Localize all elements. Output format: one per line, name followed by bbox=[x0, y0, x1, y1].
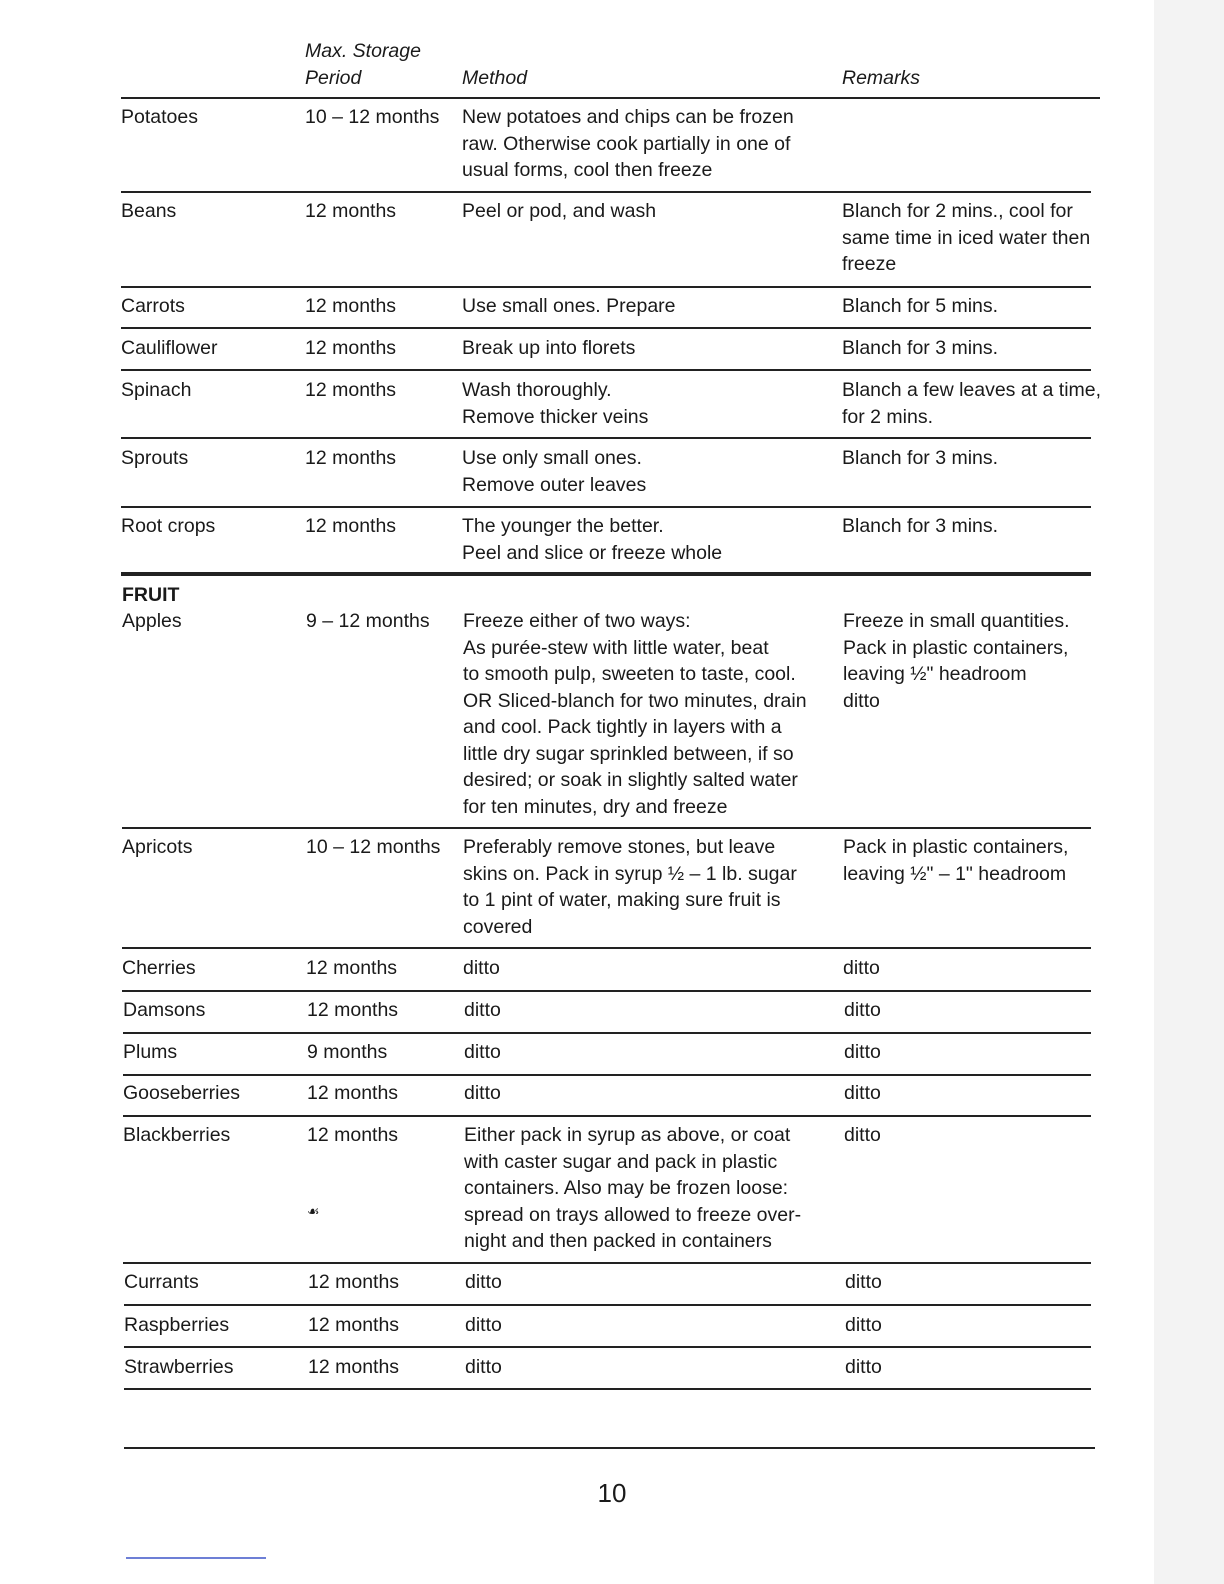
method-line: containers. Also may be frozen loose: bbox=[464, 1177, 789, 1199]
remarks-line: Blanch for 3 mins. bbox=[842, 337, 999, 359]
method-line: for ten minutes, dry and freeze bbox=[463, 795, 728, 818]
remarks-line: Pack in plastic containers, bbox=[843, 836, 1069, 858]
remarks-line: Freeze in small quantities. bbox=[843, 610, 1070, 632]
method-line: spread on trays allowed to freeze over- bbox=[464, 1203, 802, 1226]
method-text bbox=[462, 335, 635, 362]
header-remarks: Remarks bbox=[842, 66, 921, 89]
item-name: Strawberries bbox=[124, 1356, 234, 1378]
method-text bbox=[463, 608, 807, 820]
ink-mark: ☙ bbox=[307, 1203, 320, 1219]
method-line: ditto bbox=[464, 1082, 501, 1104]
bottom-rule bbox=[124, 1447, 1095, 1449]
method-text bbox=[462, 104, 794, 184]
storage-period: 12 months bbox=[305, 337, 397, 359]
item-name: Spinach bbox=[121, 379, 192, 401]
storage-period: 12 months bbox=[306, 957, 398, 979]
item-name: Cauliflower bbox=[121, 337, 218, 359]
storage-period: 12 months bbox=[305, 200, 397, 222]
method-line: covered bbox=[463, 915, 533, 938]
row-rule bbox=[121, 506, 1091, 508]
item-name: Beans bbox=[121, 200, 177, 222]
remarks-line: ditto bbox=[844, 999, 881, 1021]
row-rule bbox=[121, 286, 1091, 288]
item-name: Currants bbox=[124, 1271, 199, 1293]
method-line: to 1 pint of water, making sure fruit is bbox=[463, 889, 781, 911]
method-text bbox=[462, 198, 656, 225]
remarks-line: Blanch for 3 mins. bbox=[842, 515, 999, 537]
storage-period: 10 – 12 months bbox=[305, 106, 440, 128]
method-text bbox=[464, 1080, 501, 1107]
method-line: Use only small ones. bbox=[462, 447, 642, 469]
row-rule bbox=[123, 1115, 1091, 1117]
method-line: ditto bbox=[465, 1356, 502, 1378]
storage-period: 12 months bbox=[307, 1124, 399, 1146]
remarks-line: ditto bbox=[844, 1082, 881, 1104]
method-text bbox=[463, 834, 797, 940]
item-name: Apricots bbox=[122, 836, 193, 858]
remarks-text bbox=[843, 955, 880, 982]
storage-period: 12 months bbox=[305, 379, 397, 401]
method-text bbox=[462, 445, 646, 498]
item-name: Gooseberries bbox=[123, 1082, 241, 1104]
method-text bbox=[465, 1269, 502, 1296]
method-text bbox=[465, 1312, 502, 1339]
remarks-text bbox=[843, 608, 1070, 714]
item-name: Damsons bbox=[123, 999, 206, 1021]
item-name: Potatoes bbox=[121, 106, 198, 128]
item-name: Sprouts bbox=[121, 447, 189, 469]
item-name: Blackberries bbox=[123, 1124, 231, 1146]
storage-period: 10 – 12 months bbox=[306, 836, 441, 858]
method-line: Freeze either of two ways: bbox=[463, 610, 691, 632]
remarks-line: ditto bbox=[843, 689, 880, 712]
remarks-text bbox=[845, 1312, 882, 1339]
method-line: ditto bbox=[463, 957, 500, 979]
storage-period: 12 months bbox=[307, 1082, 399, 1104]
remarks-text bbox=[842, 198, 1090, 278]
remarks-line: leaving ½" – 1" headroom bbox=[843, 862, 1067, 885]
item-name: Raspberries bbox=[124, 1314, 230, 1336]
method-line: usual forms, cool then freeze bbox=[462, 159, 713, 181]
row-rule bbox=[122, 947, 1091, 949]
method-line: to smooth pulp, sweeten to taste, cool. bbox=[463, 663, 796, 685]
row-rule bbox=[121, 327, 1091, 329]
storage-period: 9 months bbox=[307, 1041, 388, 1063]
header-method: Method bbox=[462, 66, 528, 89]
method-line: Either pack in syrup as above, or coat bbox=[464, 1124, 791, 1146]
item-name: Apples bbox=[122, 610, 182, 632]
storage-period: 12 months bbox=[308, 1356, 400, 1378]
method-text bbox=[462, 377, 648, 430]
remarks-line: ditto bbox=[843, 957, 880, 979]
method-line: Preferably remove stones, but leave bbox=[463, 836, 776, 858]
method-line: New potatoes and chips can be frozen bbox=[462, 106, 794, 128]
header-rule bbox=[121, 97, 1100, 99]
method-line: Peel and slice or freeze whole bbox=[462, 541, 723, 564]
method-line: raw. Otherwise cook partially in one of bbox=[462, 132, 791, 155]
row-rule bbox=[122, 827, 1091, 829]
method-line: Use small ones. Prepare bbox=[462, 295, 676, 317]
row-rule bbox=[124, 1388, 1091, 1390]
method-text bbox=[463, 955, 500, 982]
remarks-line: Blanch for 3 mins. bbox=[842, 447, 999, 469]
remarks-text bbox=[845, 1354, 882, 1381]
remarks-text bbox=[844, 997, 881, 1024]
storage-period: 12 months bbox=[307, 999, 399, 1021]
remarks-line: Blanch for 2 mins., cool for bbox=[842, 200, 1073, 222]
row-rule bbox=[124, 1304, 1091, 1306]
method-line: Remove thicker veins bbox=[462, 405, 649, 428]
method-line: OR Sliced-blanch for two minutes, drain bbox=[463, 689, 807, 712]
method-text bbox=[465, 1354, 502, 1381]
method-line: with caster sugar and pack in plastic bbox=[464, 1150, 778, 1173]
remarks-line: ditto bbox=[845, 1271, 882, 1293]
method-line: desired; or soak in slightly salted water bbox=[463, 769, 798, 791]
row-rule bbox=[122, 990, 1091, 992]
fruit-section-title: FRUIT bbox=[122, 584, 180, 606]
method-line: ditto bbox=[465, 1314, 502, 1336]
storage-period: 12 months bbox=[308, 1271, 400, 1293]
method-text bbox=[462, 513, 722, 566]
row-rule bbox=[121, 437, 1091, 439]
remarks-text bbox=[845, 1269, 882, 1296]
row-rule bbox=[123, 1032, 1091, 1034]
remarks-text bbox=[842, 513, 998, 540]
method-text bbox=[464, 1039, 501, 1066]
item-name: Carrots bbox=[121, 295, 185, 317]
remarks-line: ditto bbox=[845, 1356, 882, 1378]
remarks-line: freeze bbox=[842, 253, 897, 275]
method-line: and cool. Pack tightly in layers with a bbox=[463, 716, 782, 738]
method-line: ditto bbox=[465, 1271, 502, 1293]
remarks-line: for 2 mins. bbox=[842, 405, 934, 428]
remarks-text bbox=[844, 1122, 881, 1149]
storage-period: 12 months bbox=[308, 1314, 400, 1336]
remarks-line: ditto bbox=[844, 1124, 881, 1146]
method-line: little dry sugar sprinkled between, if so bbox=[463, 742, 794, 765]
row-rule bbox=[121, 369, 1091, 371]
method-line: Break up into florets bbox=[462, 337, 636, 359]
remarks-text bbox=[842, 445, 998, 472]
remarks-line: ditto bbox=[844, 1041, 881, 1063]
header-max-storage-period: Max. Storage Period bbox=[305, 40, 421, 89]
method-line: Wash thoroughly. bbox=[462, 379, 612, 401]
method-text bbox=[464, 997, 501, 1024]
row-rule bbox=[123, 1074, 1091, 1076]
item-name: Root crops bbox=[121, 515, 216, 537]
remarks-text bbox=[842, 335, 998, 362]
method-text bbox=[464, 1122, 801, 1255]
blue-underline bbox=[126, 1557, 266, 1559]
method-text bbox=[462, 293, 676, 320]
storage-period: 12 months bbox=[305, 295, 397, 317]
method-line: ditto bbox=[464, 999, 501, 1021]
row-rule bbox=[121, 191, 1091, 193]
remarks-line: Pack in plastic containers, bbox=[843, 636, 1069, 659]
storage-period: 12 months bbox=[305, 515, 397, 537]
method-line: skins on. Pack in syrup ½ – 1 lb. sugar bbox=[463, 862, 797, 885]
item-name: Cherries bbox=[122, 957, 196, 979]
remarks-text bbox=[842, 293, 998, 320]
method-line: Remove outer leaves bbox=[462, 473, 647, 496]
row-rule bbox=[123, 1262, 1091, 1264]
remarks-line: leaving ½" headroom bbox=[843, 663, 1027, 685]
row-rule bbox=[124, 1346, 1091, 1348]
remarks-line: same time in iced water then bbox=[842, 226, 1091, 249]
remarks-text bbox=[844, 1039, 881, 1066]
page-number: 10 bbox=[597, 1478, 627, 1508]
remarks-line: Blanch for 5 mins. bbox=[842, 295, 999, 317]
remarks-text bbox=[842, 377, 1101, 430]
method-line: Peel or pod, and wash bbox=[462, 200, 657, 222]
vegetables-end-rule bbox=[121, 572, 1091, 576]
remarks-line: Blanch a few leaves at a time, bbox=[842, 379, 1102, 401]
remarks-text bbox=[843, 834, 1068, 887]
remarks-text bbox=[844, 1080, 881, 1107]
remarks-line: ditto bbox=[845, 1314, 882, 1336]
storage-period: 9 – 12 months bbox=[306, 610, 430, 632]
method-line: As purée-stew with little water, beat bbox=[463, 636, 769, 659]
storage-period: 12 months bbox=[305, 447, 397, 469]
item-name: Plums bbox=[123, 1041, 178, 1063]
method-line: ditto bbox=[464, 1041, 501, 1063]
method-line: The younger the better. bbox=[462, 515, 664, 537]
method-line: night and then packed in containers bbox=[464, 1230, 772, 1252]
